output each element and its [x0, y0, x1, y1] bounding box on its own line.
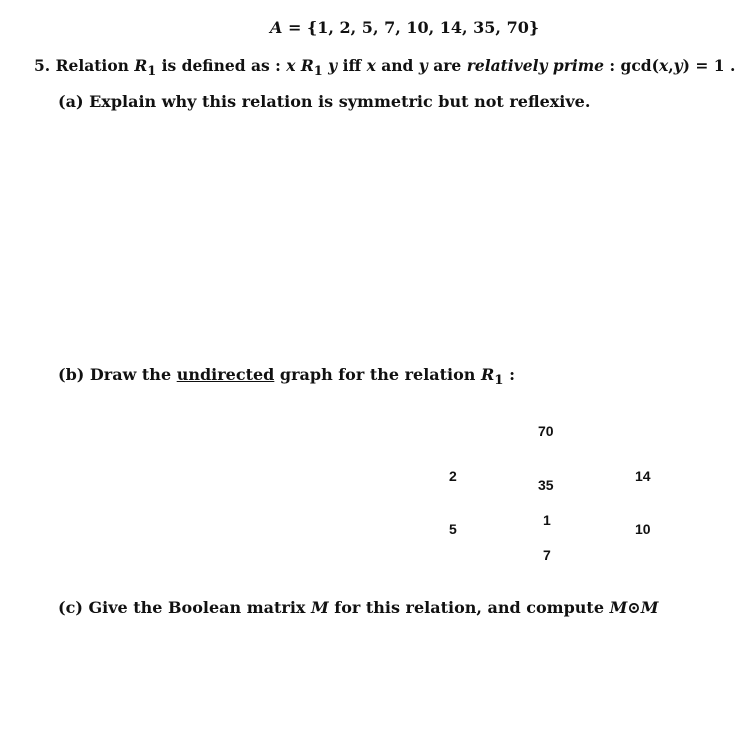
relation-symbol: R: [134, 56, 148, 75]
q5-text-6: : gcd(: [604, 56, 659, 75]
relation-subscript: 1: [147, 64, 157, 80]
question-number: 5.: [34, 56, 51, 75]
underlined-word: undirected: [176, 365, 275, 384]
part-b-prompt: [58, 365, 515, 390]
node-1: 1: [543, 512, 551, 528]
node-5: 5: [449, 521, 457, 537]
node-10: 10: [635, 521, 651, 537]
relation-symbol-2: R: [300, 56, 314, 75]
equals-sign: =: [282, 18, 307, 37]
q5-text-3: iff: [337, 56, 367, 75]
node-35: 35: [538, 477, 554, 493]
set-elements: {1, 2, 5, 7, 10, 14, 35, 70}: [306, 18, 540, 37]
set-name: A: [270, 18, 283, 37]
boolean-product: M⊙M: [609, 598, 659, 617]
part-c-text-pre: (c) Give the Boolean matrix: [58, 598, 312, 617]
var-y-3: y: [673, 56, 683, 75]
part-b-colon: :: [503, 365, 516, 384]
set-definition: [270, 18, 539, 38]
var-x-2: x: [366, 56, 376, 75]
relation-subscript-2: 1: [313, 64, 323, 80]
node-14: 14: [635, 468, 651, 484]
part-a-prompt: (a) Explain why this relation is symmetric but not reflexive.: [58, 92, 591, 111]
relation-subscript-b: 1: [494, 372, 504, 389]
node-2: 2: [449, 468, 457, 484]
q5-text-1: Relation: [55, 56, 135, 75]
q5-text-5: are: [427, 56, 467, 75]
var-x: x: [286, 56, 296, 75]
node-70: 70: [538, 423, 554, 439]
question-5: [34, 56, 735, 82]
part-c-text-mid: for this relation, and compute: [328, 598, 610, 617]
matrix-symbol: M: [311, 598, 329, 617]
node-7: 7: [543, 547, 551, 563]
q5-text-7: ) = 1 .: [682, 56, 736, 75]
emphasis-relatively-prime: relatively prime: [466, 56, 605, 75]
q5-text-4: and: [375, 56, 419, 75]
comma: ,: [668, 56, 674, 75]
relation-symbol-b: R: [481, 365, 495, 384]
var-x-3: x: [658, 56, 669, 75]
q5-text-2: is defined as :: [156, 56, 287, 75]
part-b-text-post: graph for the relation: [274, 365, 481, 384]
part-c-prompt: [58, 598, 658, 618]
part-b-text-pre: (b) Draw the: [58, 365, 177, 384]
var-y-2: y: [418, 56, 428, 75]
var-y: y: [328, 56, 338, 75]
